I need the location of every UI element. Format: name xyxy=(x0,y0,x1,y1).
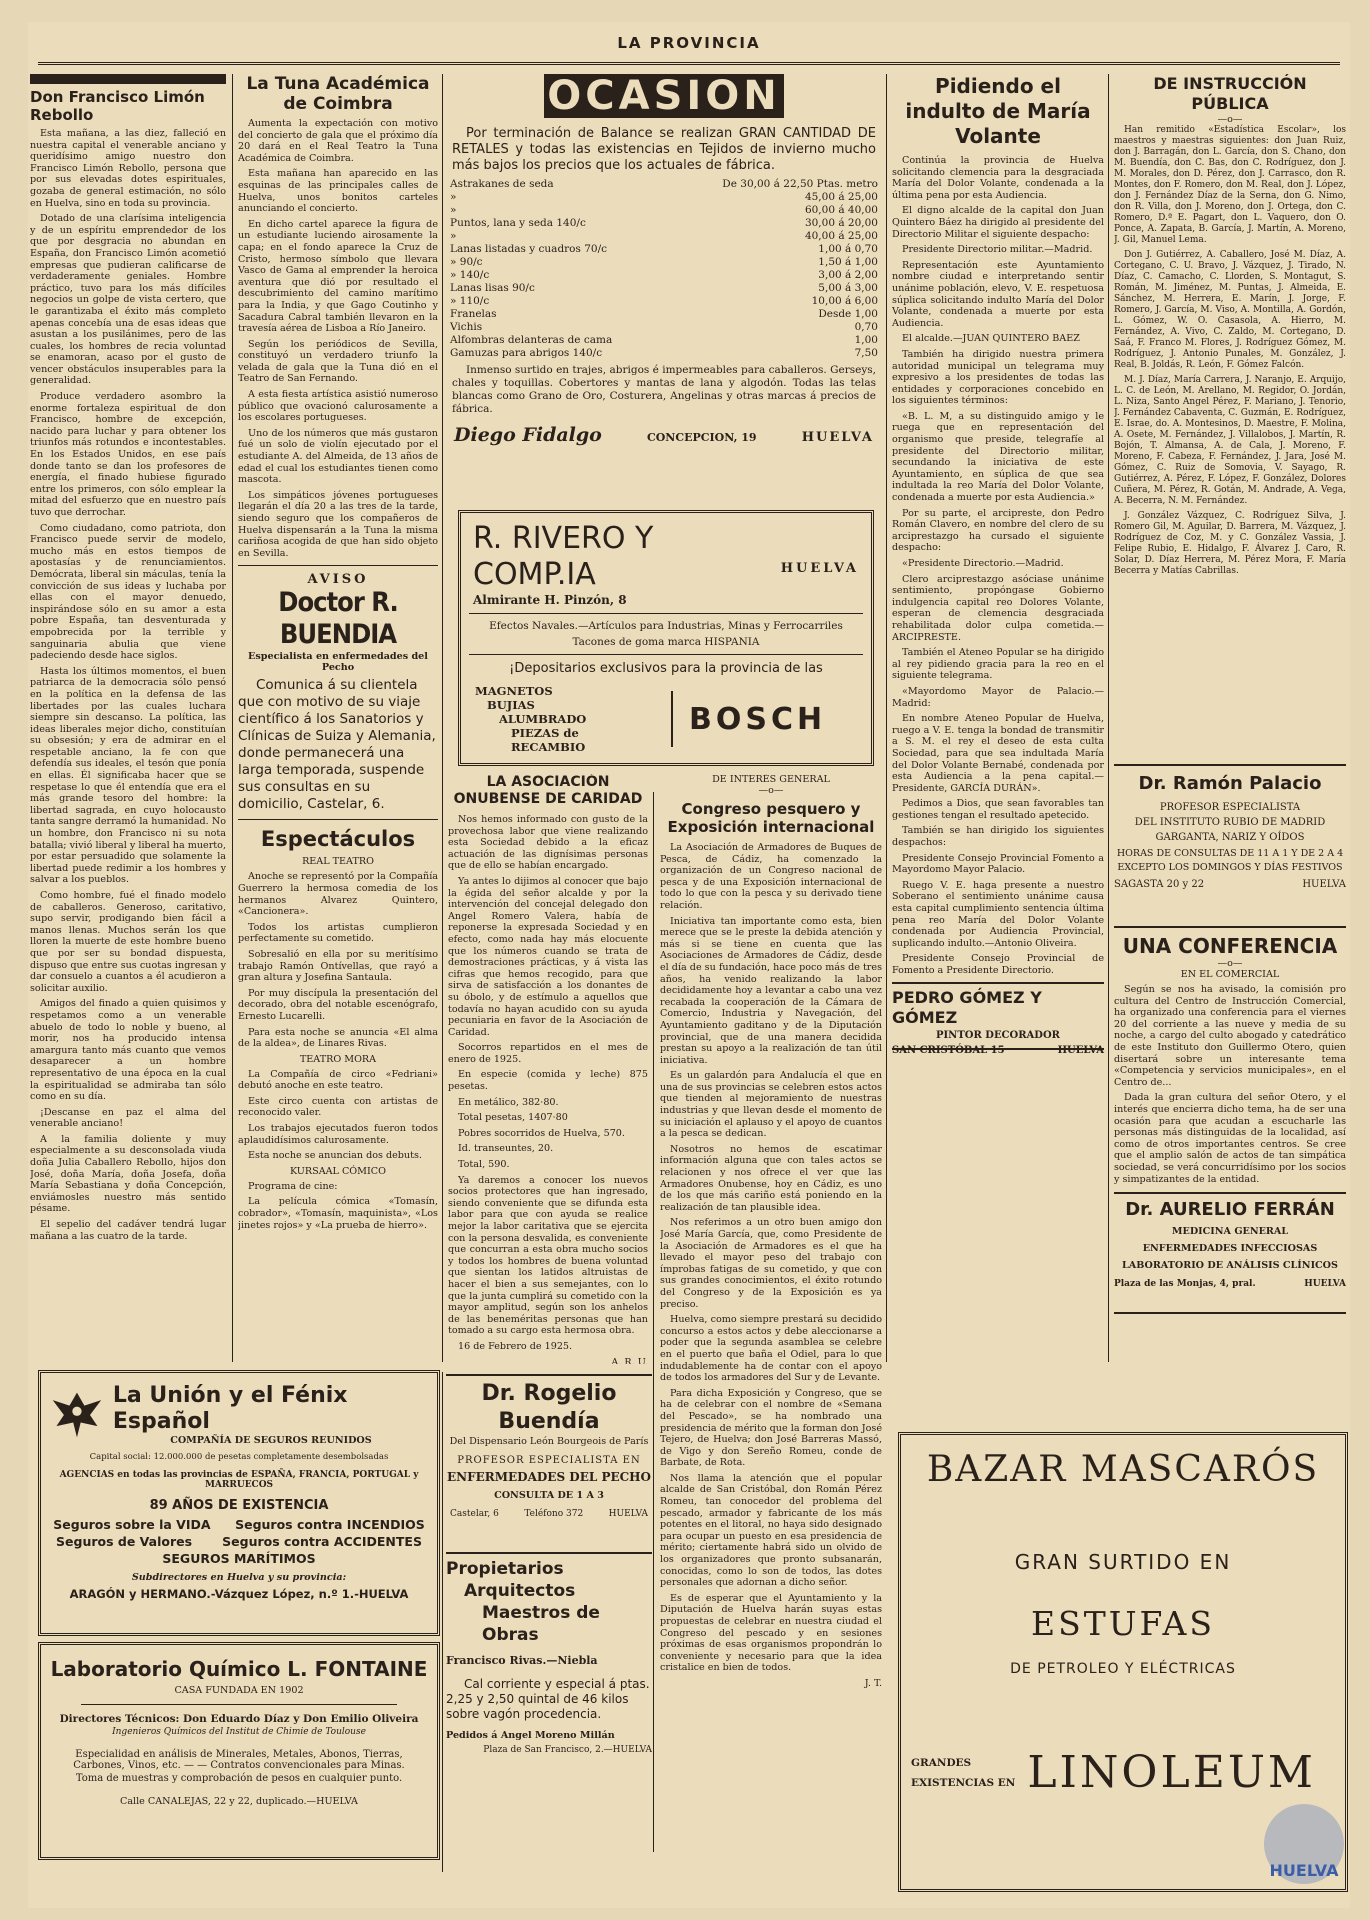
teatro-mora-label: TEATRO MORA xyxy=(299,1053,377,1065)
price-row xyxy=(448,334,880,347)
paragraph: Nosotros no hemos de escatimar información alguna que con tales actos se relacionen y nos ofrece el ver que las Armadores Onubense, hoy en Cádiz, es uno de los que más cariño está poniendo en la realización de tan plausible idea. xyxy=(660,1143,882,1213)
union-agencias: AGENCIAS en todas las provincias de ESPAÑA, FRANCIA, PORTUGAL y MARRUECOS xyxy=(59,1470,419,1490)
fontaine-engineers: Ingenieros Químicos del Institut de Chimie de Toulouse xyxy=(112,1727,366,1737)
tuna-body xyxy=(238,118,438,559)
bazar-line1: GRAN SURTIDO EN xyxy=(1014,1550,1232,1574)
teatro-mora-body xyxy=(238,1069,438,1162)
ferran-name: Dr. AURELIO FERRÁN xyxy=(1125,1199,1335,1220)
fontaine-spec1: Especialidad en análisis de Minerales, Metales, Abonos, Tierras, Carbones, Vinos, etc. — — Contratos convencionales para Minas. xyxy=(73,1749,405,1771)
price-item: » xyxy=(450,230,457,242)
paragraph: Presidente Consejo Provincial de Fomento a Presidente Directorio. xyxy=(892,953,1104,974)
price-value: 1,50 á 1,00 xyxy=(818,256,878,268)
ocasion-address: CONCEPCION, 19 xyxy=(646,431,757,444)
paragraph: Programa de cine: xyxy=(248,1180,338,1192)
price-row xyxy=(448,256,880,269)
paragraph: Don J. Gutiérrez, A. Caballero, José M. Díaz, A. Cortegano, C. U. Bravo, J. Vázquez, J. Tirado, N. Díaz, C. Camacho, C. Llorden, S. Montagut, S. Román, M. Jiménez, M. Puntas, J. Almeida, E. Sánchez, M. Herrera, E. Marín, J. Jorge, F. Romero, J. García, M. Viso, A. Montilla, A. Gordón, L. Gómez, W. O. Casasola, A. Hierro, M. Fernández, A. Vivo, C. Zaldo, M. Cortegano, D. Saá, F. Franco M. Flores, J. Rodríguez Gómez, M. Rodríguez, J. Antonio Punales, M. González, J. Real, B. Joldás, R. León, F. Gómez Falcón. xyxy=(1114,250,1346,370)
paragraph: Presidente Consejo Provincial Fomento a Mayordomo Mayor Palacio. xyxy=(892,852,1104,876)
asociacion-title: LA ASOCIACIÓN ONUBENSE DE CARIDAD xyxy=(453,774,643,807)
column-two xyxy=(238,74,438,1354)
price-value: 3,00 á 2,00 xyxy=(818,269,878,281)
paragraph: Continúa la provincia de Huelva solicitando clemencia para la desgraciada María del Dolor Volante, condenada a la última pena por esta Audiencia. xyxy=(892,155,1104,201)
union-sub: COMPAÑÍA DE SEGUROS REUNIDOS xyxy=(170,1435,372,1446)
article-instruccion: DE INSTRUCCIÓN PÚBLICA —o— Han remitido «Estadística Escolar», los maestros y maestras siguientes: don Juan Ruiz, don J. Barragán, don L. García, don S. Chano, don M. Buendía, don C. Bas, don C. Rodríguez, don J. M. Morales, don D. Pérez, don J. Carrasco, don R. Montes, don F. Romero, don M. Real, don J. López, don J. Fernández Díaz de la Serna, don G. Nimo, don R. Villa, don J. Moreno, don J. Ortega, don C. Romero, D.ª E. Pagart, don L. Vaquero, don O. Ponce, A. Zapata, B. García, J. Martín, A. Moreno, J. Gil, Manuel Lema. Don J. Gutiérrez, A. Caballero, José M. Díaz, A. Cortegano, C. U. Bravo, J. Vázquez, J. Tirado, N. Díaz, C. Camacho, C. Llorden, S. Montagut, S. Román, M. Jiménez, M. Puntas, J. Almeida, E. Sánchez, M. Herrera, E. Marín, J. Jorge, F. Romero, J. García, M. Viso, A. Montilla, A. Gordón, L. Gómez, W. O. Casasola, A. Hierro, M. Fernández, A. Vivo, C. Zaldo, M. Cortegano, D. Saá, F. Franco M. Flores, J. Rodríguez Gómez, M. Rodríguez, J. Antonio Punales, M. González, J. Real, B. Joldás, R. León, F. Gómez Falcón. M. J. Díaz, María Carrera, J. Naranjo, E. Arquijo, L. C. de León, M. Arellano, M. Regidor, O. Jordán, L. Niza, Santo Angel Pérez, F. Mariano, J. Tenorio, J. Fernández Cabaventa, C. Guzmán, E. Rodríguez, E. Israe, do. A. Montesinos, D. Maestre, F. Molina, A. Osete, M. Fernández, J. Villalobos, J. Martín, R. Bojón, T. Almansa, A. de Cala, J. Moreno, F. Moreno, F. Cabeza, F. Fernández, J. Jara, José M. Gómez, C. Ruiz de Somovia, V. Sayago, R. Gutiérrez, A. Pérez, F. López, F. González, Dolores Cuñera, M. Pérez, R. Gotán, M. Andrade, A. Vega, A. Becerra, N. M. Fernández. J. González Vázquez, C. Rodríguez Silva, J. Romero Gil, M. Aguilar, D. Barrera, M. Vázquez, J. Rodríguez de Coz, M. y C. González Vassia, J. Felipe Rubio, E. Hidalgo, F. Álvarez J. Caro, R. Solar, D. Díaz Herrera, M. Pérez Mora, F. María Becerra y Matías Cabrillas. xyxy=(1114,74,1346,576)
paragraph: En metálico, 382·80. xyxy=(458,1096,559,1108)
instruccion-body xyxy=(1114,125,1346,577)
rogelio-role: PROFESOR ESPECIALISTA EN xyxy=(457,1455,641,1466)
paragraph: También se han dirigido los siguientes despachos: xyxy=(892,825,1104,849)
paragraph: Hasta los últimos momentos, el buen patriarca de la democracia sólo pensó en la política en la defensa de las libertades por las cuales luchara siempre sin descanso. La política, las ideas liberales mejor dicho, constituían su obsesión; y era de admirar en el respetable anciano, la fe con que defendía sus ideales, el tesón que ponía en ellas. Él significaba hacer que se respetase lo que él entendía que era el más grande tesoro del hombre: la libertad sagrada, en cuyo holocausto tanta sangre derramó la humanidad. No un hombre, don Francisco ni su nota batalla; vivió liberal y liberal ha muerto, por estar persuadido que solamente la libertad puede redimir a los hombres y salvar a los pueblos. xyxy=(30,665,226,886)
propietarios-line: Arquitectos xyxy=(464,1581,576,1601)
price-value: 5,00 á 3,00 xyxy=(818,282,878,294)
paragraph: Esta noche se anuncian dos debuts. xyxy=(248,1150,422,1162)
column-rule xyxy=(886,74,887,1362)
paragraph: Ruego V. E. haga presente a nuestro Soberano el sentimiento unánime causa esta capital cumplimiento sentencia última pena reo María del Dolor Volante condenada por Audiencia Provincial, suplicando indulto.—Antonio Oliveira. xyxy=(892,879,1104,949)
price-item: Lanas listadas y cuadros 70/c xyxy=(450,243,608,255)
paragraph: Ya antes lo dijimos al conocer que bajo la égida del señor alcalde y por la intervención del concejal delegado don Angel Romero Valera, había de reponerse la expresada Sociedad y en efecto, como nada hay más elocuente que los números cuando se trata de demostraciones prácticas, y á vista las cifras que hemos recogido, para que sirva de satisfacción a los donantes de su óbolo, y de estímulo a aquellos que todavía no hayan acudido con su ayuda pecuniaria en favor de la Asociación de Caridad. xyxy=(448,875,648,1038)
instruccion-title: DE INSTRUCCIÓN PÚBLICA xyxy=(1153,74,1307,113)
fontaine-spec2: Toma de muestras y comprobación de pesos en cualquier punto. xyxy=(75,1773,403,1784)
price-row xyxy=(448,230,880,243)
palacio-institute: DEL INSTITUTO RUBIO DE MADRID xyxy=(1134,817,1326,828)
rogelio-address: Castelar, 6 xyxy=(450,1509,499,1519)
congreso-sign: J. T. xyxy=(864,1677,882,1689)
price-value: 45,00 á 25,00 xyxy=(804,191,878,203)
paragraph: Dotado de una clarísima inteligencia y de un espíritu emprendedor de los que por desgracia no abundan en España, don Francisco Limón acometió empresas que pudieran calificarse de verdaderamente geniales. Hombre práctico, tuvo para los más difíciles negocios un golpe de vista certero, que le garantizaba el éxito más completo apenas concebía una de esas ideas que asustan a los pusilánimes, pero de las cuales, los hombres de recia voluntad se enamoran, acaso por el gusto de vencer obstáculos insuperables para la generalidad. xyxy=(30,213,226,387)
union-accidentes: Seguros contra ACCIDENTES xyxy=(222,1534,422,1549)
paragraph: El digno alcalde de la capital don Juan Quintero Báez ha dirigido al presidente del Directorio Militar el siguiente despacho: xyxy=(892,205,1104,240)
real-teatro-label: REAL TEATRO xyxy=(302,856,374,868)
paragraph: Este circo cuenta con artistas de reconocido valer. xyxy=(238,1095,438,1119)
propietarios-ad xyxy=(446,1558,652,1858)
doctor-specialty: Especialista en enfermedades del Pecho xyxy=(248,651,428,674)
union-years: 89 AÑOS DE EXISTENCIA xyxy=(149,1498,329,1513)
rogelio-hours: CONSULTA DE 1 A 3 xyxy=(494,1490,604,1501)
paragraph: La Asociación de Armadores de Buques de Pesca, de Cádiz, ha comenzado la organización de un Congreso nacional de pesca y de una Exposición internacional de todo lo que con la pesca y su derivado tiene relación. xyxy=(660,842,882,911)
price-item: » 140/c xyxy=(450,269,490,281)
paragraph: Total, 590. xyxy=(458,1159,510,1171)
paragraph: ¡Descanse en paz el alma del venerable anciano! xyxy=(30,1106,226,1130)
rivero-items xyxy=(475,684,655,754)
rivero-item: PIEZAS de RECAMBIO xyxy=(511,726,586,754)
propietarios-line: Maestros de Obras xyxy=(482,1603,600,1645)
paragraph: Iniciativa tan importante como esta, bien merece que se le preste la debida atención y más si se tiene en cuenta que las Asociaciones de Armadores de Cádiz, desde el día de su fundación, hace poco más de tres años, ha venido realizando la labor decididamente hoy a levantar a cabo una vez recabada la cooperación de la Cámara de Comercio, Industria y Navegación, del Ayuntamiento gaditano y de la Diputación provincial, que de una manera decidida prestan su apoyo a la realización de tan útil iniciativa. xyxy=(660,915,882,1066)
paragraph: En dicho cartel aparece la figura de un estudiante luciendo airosamente la capa; en el fondo aparece la Cruz de Cristo, hermoso símbolo que llevara Vasco de Gama al emprender la heroica aventura que dió por resultado el descubrimiento del camino marítimo para la India, y que Gago Coutinho y Sacadura Cabral también llevaron en la travesía aérea de Lisboa a Río Janeiro. xyxy=(238,218,438,335)
paragraph: «B. L. M, a su distinguido amigo y le ruega que en representación del organismo que preside, telegrafíe al presidente del Directorio militar, secundando la iniciativa de este Ayuntamiento, en súplica de que sea indultada la reo María del Dolor Volante, condenada a muerte por esta Audiencia.» xyxy=(892,410,1104,504)
rivero-city: HUELVA xyxy=(780,561,859,576)
congreso-title: Congreso pesquero y Exposición internacional xyxy=(667,800,875,836)
paragraph: Los simpáticos jóvenes portugueses llegarán el día 20 a las tres de la tarde, siendo seguro que los compañeros de Huelva dispensarán a la Tuna la misma cariñosa acogida de que han sido objeto en Sevilla. xyxy=(238,489,438,559)
price-row xyxy=(448,282,880,295)
paragraph: También el Ateneo Popular se ha dirigido al rey pidiendo gracia para la reo en el siguiente telegrama. xyxy=(892,647,1104,682)
article-body xyxy=(30,128,226,1242)
phoenix-icon xyxy=(49,1387,105,1443)
price-value: 60,00 á 40,00 xyxy=(804,204,878,216)
paragraph: La Compañía de circo «Fedriani» debutó anoche en este teatro. xyxy=(238,1068,438,1092)
column-rule xyxy=(653,792,654,1852)
price-row xyxy=(448,308,880,321)
paragraph: Por muy discípula la presentación del decorado, obra del notable escenógrafo, Ernesto Lucarelli. xyxy=(238,987,438,1022)
tuna-title: La Tuna Académica de Coimbra xyxy=(246,74,430,114)
fontaine-directors: Directores Técnicos: Don Eduardo Díaz y Don Emilio Oliveira xyxy=(59,1713,419,1725)
union-maritimos: SEGUROS MARÍTIMOS xyxy=(162,1551,316,1566)
union-subdir: Subdirectores en Huelva y su provincia: xyxy=(131,1572,347,1583)
column-rule xyxy=(1108,74,1109,1362)
rivero-item: BUJIAS xyxy=(487,698,535,712)
rogelio-ad xyxy=(446,1374,652,1554)
masthead: LA PROVINCIA xyxy=(38,34,1340,65)
union-valores: Seguros de Valores xyxy=(56,1534,193,1549)
propietarios-line: Propietarios xyxy=(446,1559,564,1579)
paragraph: Como hombre, fué el finado modelo de caballeros. Generoso, caritativo, supo servir, prodigando bien fácil a manos llenas. Muchos serán los que lloren la muerte de este hombre bueno que por ser su bondad dispuesta, dispuso que entre sus cuotas ingresan y dar consuelo a cuantos a él acudieron a solicitar auxilio. xyxy=(30,890,226,994)
price-row xyxy=(448,217,880,230)
ocasion-title: OCASION xyxy=(544,74,784,118)
ferran-l1: MEDICINA GENERAL xyxy=(1171,1226,1289,1237)
column-rule xyxy=(442,1372,443,1872)
union-fenix-ad xyxy=(38,1370,440,1636)
paragraph: Huelva, como siempre prestará su decidido concurso a estos actos y debe aleccionarse a poder que la segunda asamblea se celebre en el puerto que baña el Odiel, para lo que indudablemente ha de contar con el apoyo de todos los armadores del Sur y de Levante. xyxy=(660,1314,882,1384)
rivero-item: ALUMBRADO xyxy=(499,712,587,726)
paragraph: Nos hemos informado con gusto de la provechosa labor que viene realizando esta Sociedad debido a la eficaz actuación de las dignísimas personas que de ello se habían encargado. xyxy=(448,814,648,872)
rogelio-city: HUELVA xyxy=(608,1509,648,1519)
price-value: 30,00 á 20,00 xyxy=(804,217,878,229)
price-value: 7,50 xyxy=(854,347,878,359)
paragraph: El sepelio del cadáver tendrá lugar mañana a las cuatro de la tarde. xyxy=(30,1219,226,1242)
rogelio-phone: Teléfono 372 xyxy=(524,1509,584,1519)
column-rule xyxy=(442,74,443,1362)
paragraph: «Mayordomo Mayor de Palacio.—Madrid: xyxy=(892,685,1104,709)
library-stamp xyxy=(1264,1804,1344,1884)
propietarios-text: Cal corriente y especial á ptas. 2,25 y 2,50 quintal de 46 kilos sobre vagón procedencia. xyxy=(446,1677,650,1721)
article-title: Don Francisco Limón Rebollo xyxy=(30,88,205,124)
cinema-body xyxy=(238,1181,438,1231)
ocasion-intro: Por terminación de Balance se realizan GRAN CANTIDAD DE RETALES y todas las existencias en Tejidos de invierno mucho más bajos los precios que los actuales de fábrica. xyxy=(452,126,876,173)
paragraph: Para dicha Exposición y Congreso, que se ha de celebrar con el nombre de «Semana del Pescado», se ha nombrado una presidencia de mérito que la forman don José Tejero, de Huelva; don José Barreras Massó, de Vigo y don Sereño Romeu, conde de Barbate, de Rota. xyxy=(660,1387,882,1469)
cinema-label: KURSAAL CÓMICO xyxy=(289,1165,386,1177)
paragraph: La película cómica «Tomasín, cobrador», «Tomasín, maquinista», «Los jinetes rojos» y «La prueba de hierro». xyxy=(238,1196,438,1231)
price-row xyxy=(448,243,880,256)
paragraph: También ha dirigido nuestra primera autoridad municipal un telegrama muy expresivo a los presidentes de todas las entidades y corporaciones concebido en los siguientes términos: xyxy=(892,348,1104,407)
article-conferencia: UNA CONFERENCIA —o— EN EL COMERCIAL Según se nos ha avisado, la comisión pro cultura del Centro de Instrucción Comercial, ha organizado una conferencia para el viernes 20 del corriente a las nueve y media de su noche, a cargo del culto abogado y catedrático de este Instituto don Guillermo Otero, quien disertará sobre un interesante tema «Competencia y servicios municipales», en el Centro de... Dada la gran cultura del señor Otero, y el interés que encierra dicho tema, ha de ser una ocasión para que acudan a escucharle las personas más distinguidas de la localidad, así como de otros importantes centros. Se cree que el amplio salón de actos de tan simpática sociedad, se verá concurridísimo por los socios y simpatizantes de la entidad. xyxy=(1114,934,1346,1184)
paragraph: J. González Vázquez, C. Rodríguez Silva, J. Romero Gil, M. Aguilar, D. Barrera, M. Vázquez, J. Rodríguez de Coz, M. y C. González Vassia, J. Felipe Rubio, E. Hidalgo, F. Álvarez J. Caro, R. Solar, D. Díaz Herrera, M. Pérez Mora, F. María Becerra y Matías Cabrillas. xyxy=(1114,511,1346,576)
price-value: Desde 1,00 xyxy=(818,308,878,320)
rivero-line2: Tacones de goma marca HISPANIA xyxy=(572,636,760,648)
congreso-kicker: DE INTERÉS GENERAL xyxy=(712,774,830,785)
paragraph: Pobres socorridos de Huelva, 570. xyxy=(458,1127,625,1139)
paragraph: Presidente Directorio militar.—Madrid. xyxy=(902,244,1093,256)
price-item: Alfombras delanteras de cama xyxy=(450,334,613,346)
paragraph: Amigos del finado a quien quisimos y respetamos como a un venerable abuelo de todo lo noble y bueno, al morir, nos ha producido intensa amargura tanto más cuanto que vemos desaparecer a un hombre representativo de una época en la cual la espiritualidad se admiraba tan sólo como en su día. xyxy=(30,998,226,1103)
union-title: La Unión y el Fénix Español xyxy=(112,1383,348,1434)
propietarios-seller: Francisco Rivas.—Niebla xyxy=(446,1654,598,1667)
rivero-address: Almirante H. Pinzón, 8 xyxy=(473,593,627,607)
price-item: Lanas lisas 90/c xyxy=(450,282,535,294)
paragraph: Ya daremos a conocer los nuevos socios protectores que han ingresado, siendo conveniente que se difunda esta labor para que con ayuda se realice mejor la labor caritativa que se ejercita con la persona desvalida, es conveniente que concurran a esta obra mucho socios y todos los hombres de buena voluntad que sientan los latidos altruistas de hacer el bien a sus semejantes, con lo que la junta cumplirá su cometido con la mayor amplitud, según son los anhelos de las beneméritas personas que han tomado a su cargo esta hermosa obra. xyxy=(448,1174,648,1337)
article-indulto xyxy=(892,74,1104,974)
divider xyxy=(238,819,438,820)
paragraph: Según los periódicos de Sevilla, constituyó un verdadero triunfo la velada de gala que la Tuna dió en el Teatro de San Fernando. xyxy=(238,338,438,385)
paragraph: Esta mañana, a las diez, falleció en nuestra capital el venerable anciano y queridísimo amigo nuestro don Francisco Limón Rebollo, persona que por sus elevadas dotes espirituales, gozaba de general estimación, no sólo en Huelva, sino en toda su provincia. xyxy=(30,128,226,209)
paragraph: A esta fiesta artística asistió numeroso público que ovacionó calurosamente a los escolares portugueses. xyxy=(238,389,438,424)
price-item: Puntos, lana y seda 140/c xyxy=(450,217,586,229)
paragraph: Total pesetas, 1407·80 xyxy=(458,1112,568,1124)
rogelio-name: Dr. Rogelio Buendía xyxy=(481,1381,617,1434)
rivero-line3: ¡Depositarios exclusivos para la provincia de las xyxy=(509,661,823,676)
ferran-address: Plaza de las Monjas, 4, pral. xyxy=(1114,1279,1256,1289)
paragraph: Han remitido «Estadística Escolar», los maestros y maestras siguientes: don Juan Ruiz, don J. Barragán, don L. García, don S. Chano, don M. Buendía, don C. Bas, don C. Rodríguez, don J. M. Morales, don D. Pérez, don J. Carrasco, don R. Montes, don F. Romero, don M. Real, don J. López, don J. Fernández Díaz de la Serna, don G. Nimo, don R. Villa, don J. Moreno, don J. Ortega, don C. Romero, D.ª E. Pagart, don L. Vaquero, don O. Ponce, A. Zapata, B. García, J. Martín, A. Moreno, J. Gil, Manuel Lema. xyxy=(1114,125,1346,245)
union-capital: Capital social: 12.000.000 de pesetas completamente desembolsadas xyxy=(89,1452,389,1462)
aviso-label: AVISO xyxy=(307,572,369,588)
rivero-line1: Efectos Navales.—Artículos para Industrias, Minas y Ferrocarriles xyxy=(489,620,843,632)
paragraph: Nos llama la atención que el popular alcalde de San Cristóbal, don Román Pérez Romeu, tan conocedor del problema del pescado, armador y fabricante de los más potentes en el litoral, no haya sido designado para ocupar un puesto en esa presidencia de mérito; ciertamente habrá sido un olvido de los organizadores que pronto subsanarán, conocidas, como lo son de todos, las dotes personales que adornan a dicho señor. xyxy=(660,1472,882,1589)
paragraph: Produce verdadero asombro la enorme fortaleza espiritual de don Francisco, hombre de excepción, nacido para luchar y para obtener los triunfos más rotundos e incontestables. En los Estados Unidos, en ese país donde tanto se dan los profesores de energía, el finado hubiese figurado entre los primeros, con sólo emplear la mitad del esfuerzo que en nuestro país tuvo que derrochar. xyxy=(30,391,226,518)
bazar-title: BAZAR MASCARÓS xyxy=(926,1449,1320,1490)
ocasion-signature: Diego Fidalgo xyxy=(454,424,602,446)
rivero-name: R. RIVERO Y COMP.IA xyxy=(473,521,654,592)
article-asociacion xyxy=(448,774,648,1364)
paragraph: Es un galardón para Andalucía el que en una de sus provincias se celebren estos actos que tienden al mejoramiento de nuestras industrias y que llevan desde el momento de su iniciación el aplauso y el apoyo de cuantos a la pesca se dedican. xyxy=(660,1070,882,1140)
price-value: 1,00 á 0,70 xyxy=(818,243,878,255)
paragraph: Todos los artistas cumplieron perfectamente su cometido. xyxy=(238,921,438,945)
paragraph: «Presidente Directorio.—Madrid. xyxy=(902,558,1064,569)
ferran-l3: LABORATORIO DE ANÁLISIS CLÍNICOS xyxy=(1122,1260,1338,1271)
price-item: Gamuzas para abrigos 140/c xyxy=(450,347,603,359)
rogelio-specialty: ENFERMEDADES DEL PECHO xyxy=(447,1470,651,1484)
price-value: 0,70 xyxy=(854,321,878,333)
bazar-existencias: EXISTENCIAS EN xyxy=(911,1776,1016,1789)
paragraph: Dada la gran cultura del señor Otero, y el interés que encierra dicho tema, ha de ser una ocasión para que acudan a escucharle las personas más distinguidas de la localidad, así como de otros importantes centros. Se cree que el amplio salón de actos de tan simpática sociedad, se verá concurridísimo por los socios y simpatizantes de la entidad. xyxy=(1114,1092,1346,1184)
paragraph: Pedimos a Dios, que sean favorables tan gestiones tengan el resultado apetecido. xyxy=(892,798,1104,821)
price-value: 1,00 xyxy=(854,334,878,346)
propietarios-heading xyxy=(446,1558,652,1646)
paragraph: Representación este Ayuntamiento nombre ciudad e interpretando sentir unánime población, elevo, V. E. respetuosa súplica solicitando indulto María del Dolor Volante, condenada a muerte por esta Audiencia. xyxy=(892,259,1104,329)
paragraph: Uno de los números que más gustaron fué un solo de violín ejecutado por el estudiante A. del Almeida, de 13 años de edad el cual los estudiantes tienen como mascota. xyxy=(238,427,438,486)
indulto-title: Pidiendo el indulto de María Volante xyxy=(905,74,1091,148)
title-bar xyxy=(30,74,226,84)
bazar-linoleum: LINOLEUM xyxy=(1027,1747,1316,1798)
paragraph: Como ciudadano, como patriota, don Francisco puede servir de modelo, mucho más en estos tiempos de apostasías y de renunciamientos. Demócrata, liberal sin máculas, tenía la convicción de sus ideas y luchaba por ellas con el mayor denuedo, inspirándose sólo en su amor a esta pobre España, tan desventurada y empobrecida por la terrible y sanguinaria abulia que viene padeciendo desde hace siglos. xyxy=(30,522,226,662)
pedro-name: PEDRO GÓMEZ Y GÓMEZ xyxy=(892,988,1042,1027)
propietarios-address: Plaza de San Francisco, 2.—HUELVA xyxy=(483,1745,652,1755)
price-item: Astrakanes de seda xyxy=(450,178,554,190)
union-vida: Seguros sobre la VIDA xyxy=(53,1517,211,1532)
price-value: 40,00 á 25,00 xyxy=(804,230,878,242)
price-row xyxy=(448,191,880,204)
newspaper-page xyxy=(28,22,1350,1908)
ocasion-city: HUELVA xyxy=(801,430,874,445)
pedro-role: PINTOR DECORADOR xyxy=(935,1030,1060,1041)
ocasion-ad xyxy=(448,74,880,494)
bazar-line2: ESTUFAS xyxy=(1031,1604,1215,1643)
espectaculos-title: Espectáculos xyxy=(260,827,416,852)
paragraph: 16 de Febrero de 1925. xyxy=(458,1340,573,1352)
rogelio-sub: Del Dispensario León Bourgeois de París xyxy=(449,1436,649,1447)
price-item: » xyxy=(450,204,457,216)
union-incendios: Seguros contra INCENDIOS xyxy=(235,1517,425,1532)
paragraph: En nombre Ateneo Popular de Huelva, ruego a V. E. tenga la bondad de transmitir a S. M. el rey el deseo de esta culta Sociedad, para que sea indultada María del Dolor Volante Bernabé, condenada por esta Audiencia a la pena capital.—Presidente, GARCÍA DURÁN». xyxy=(892,713,1104,794)
price-value: 10,00 á 6,00 xyxy=(811,295,878,307)
palacio-hours: HORAS DE CONSULTAS DE 11 A 1 Y DE 2 A 4 EXCEPTO LOS DOMINGOS Y DÍAS FESTIVOS xyxy=(1116,848,1344,873)
price-row xyxy=(448,178,880,191)
price-item: » 90/c xyxy=(450,256,483,268)
propietarios-orders: Pedidos á Angel Moreno Millán xyxy=(446,1730,615,1741)
ocasion-outro: Inmenso surtido en trajes, abrigos é impermeables para caballeros. Gerseys, chales y toquillas. Cobertores y mantas de lana y algodón. Todas las telas blancas como Grano de Oro, Costurera, Angelinas y otras marcas á precios de fábrica. xyxy=(452,364,876,415)
paragraph: Según se nos ha avisado, la comisión pro cultura del Centro de Instrucción Comercial, ha organizado una conferencia para el viernes 20 del corriente a las nueve y media de su noche, a cargo del culto abogado y catedrático de este Instituto don Guillermo Otero, quien disertará sobre un interesante tema «Competencia y servicios municipales», en el Centro de... xyxy=(1114,984,1346,1088)
divider xyxy=(238,565,438,566)
paragraph: Para esta noche se anuncia «El alma de la aldea», de Linares Rivas. xyxy=(238,1026,438,1050)
bazar-line3: DE PETROLEO Y ELÉCTRICAS xyxy=(1010,1661,1236,1677)
paragraph: M. J. Díaz, María Carrera, J. Naranjo, E. Arquijo, L. C. de León, M. Arellano, M. Regidor, O. Jordán, L. Niza, Santo Angel Pérez, F. Mariano, J. Tenorio, J. Fernández Cabaventa, C. Guzmán, E. Rodríguez, E. Israe, do. A. Montesinos, D. Maestre, F. Molina, A. Osete, M. Fernández, J. Villalobos, J. Martín, R. Bojón, T. Almansa, A. de Cala, J. Moreno, F. Moreno, F. Cabeza, F. Fernández, J. Jara, José M. Gómez, C. Ruiz de Somovia, V. Sayago, R. Gutiérrez, A. Pérez, F. López, F. González, Dolores Cuñera, M. Pérez, R. Gotán, M. Andrade, A. Vega, A. Becerra, N. M. Fernández. xyxy=(1114,375,1346,506)
union-agent: ARAGÓN y HERMANO.-Vázquez López, n.º 1.-HUELVA xyxy=(69,1587,409,1601)
pedro-gomez-ad xyxy=(892,982,1104,1056)
price-item: » xyxy=(450,191,457,203)
price-item: Franelas xyxy=(450,308,497,320)
column-rule xyxy=(232,74,233,1362)
ferran-city: HUELVA xyxy=(1304,1279,1346,1289)
paragraph: Sobresalió en ella por su meritísimo trabajo Ramón Ontívellas, que rayó a gran altura y Josefina Santaula. xyxy=(238,948,438,984)
paragraph: Es de esperar que el Ayuntamiento y la Diputación de Huelva harán suyas estas propuestas de celebrar en nuestra ciudad el Congreso del pescado y en sesiones próximas de esas organismos propondrán lo conveniente y necesario para que la idea cristalice en bien de todos. xyxy=(660,1592,882,1674)
palacio-city: HUELVA xyxy=(1302,879,1346,890)
ocasion-price-table xyxy=(448,178,880,360)
real-teatro-body xyxy=(238,871,438,1049)
conferencia-kicker: EN EL COMERCIAL xyxy=(1180,969,1280,980)
price-item: Vichis xyxy=(450,321,483,333)
paragraph: El alcalde.—JUAN QUINTERO BAEZ xyxy=(902,333,1080,345)
fontaine-ad xyxy=(38,1642,440,1860)
paragraph: Anoche se representó por la Compañía Guerrero la hermosa comedia de los hermanos Alvarez Quintero, «Cancionera». xyxy=(238,871,438,918)
palacio-address: SAGASTA 20 y 22 xyxy=(1114,879,1205,890)
congreso-body xyxy=(660,842,882,1674)
paragraph: Aumenta la expectación con motivo del concierto de gala que el próximo día 20 dará en el Real Teatro la Tuna Académica de Coimbra. xyxy=(238,118,438,164)
pedro-city: HUELVA xyxy=(1057,1045,1104,1056)
price-row xyxy=(448,347,880,360)
asociacion-sign: A. R. U. xyxy=(611,1356,648,1364)
asociacion-body xyxy=(448,814,648,1353)
price-row xyxy=(448,321,880,334)
rivero-ad xyxy=(458,510,874,766)
stamp-text: HUELVA xyxy=(1269,1861,1339,1880)
bazar-grandes: GRANDES xyxy=(911,1756,972,1769)
paragraph: Socorros repartidos en el mes de enero de 1925. xyxy=(448,1042,648,1065)
palacio-ad xyxy=(1114,764,1346,928)
ferran-l2: ENFERMEDADES INFECCIOSAS xyxy=(1142,1243,1318,1254)
fontaine-title: Laboratorio Químico L. FONTAINE xyxy=(50,1657,428,1681)
bosch-logo: BOSCH xyxy=(689,701,827,737)
fontaine-address: Calle CANALEJAS, 22 y 22, duplicado.—HUELVA xyxy=(119,1796,358,1807)
paragraph: A la familia doliente y muy especialmente a su desconsolada viuda doña Julia Caballero Rebollo, hijos don José, doña María, doña Josefa, doña María Sebastiana y doña Concepción, enviámosles nuestro más sentido pésame. xyxy=(30,1133,226,1215)
paragraph: Clero arciprestazgo asóciase unánime sentimiento, propóngase Gobierno indulgencia capital reo Dolores Volante, esperan de clemencia desgraciada rehabilitada dolor culpa cometida.—ARCIPRESTE. xyxy=(892,573,1104,643)
price-row xyxy=(448,269,880,282)
paragraph: En especie (comida y leche) 875 pesetas. xyxy=(448,1069,648,1093)
price-row xyxy=(448,204,880,217)
doctor-notice: Comunica á su clientela que con motivo de su viaje científico á los Sanatorios y Clínicas de Suiza y Alemania, donde permanecerá una larga temporada, suspende sus consultas en su domicilio, Castelar, 6. xyxy=(238,677,436,813)
pedro-address: SAN CRISTÓBAL 15 xyxy=(892,1045,1005,1056)
doctor-name: Doctor R. BUENDIA xyxy=(278,587,398,651)
paragraph: Id. transeuntes, 20. xyxy=(458,1143,554,1155)
article-limon xyxy=(30,74,226,1354)
paragraph: Los trabajos ejecutados fueron todos aplaudidísimos calurosamente. xyxy=(238,1123,438,1146)
conferencia-body xyxy=(1114,984,1346,1184)
price-row xyxy=(448,295,880,308)
palacio-role: PROFESOR ESPECIALISTA xyxy=(1159,802,1301,813)
price-item: » 110/c xyxy=(450,295,490,307)
palacio-name: Dr. Ramón Palacio xyxy=(1138,773,1322,794)
article-congreso: DE INTERÉS GENERAL —o— Congreso pesquero y Exposición internacional La Asociación de Armadores de Buques de Pesca, de Cádiz, ha comenzado la organización de un Congreso nacional de pesca y de una Exposición internacional de todo lo que con la pesca y su derivado tiene relación. Iniciativa tan importante como esta, bien merece que se le preste la debida atención y más si se tiene en cuenta que las Asociaciones de Armadores de Cádiz, desde el día de su fundación, hace poco más de tres años, ha venido realizando la labor decididamente hoy a levantar a cabo una vez recabada la cooperación de la Cámara de Comercio, Industria y Navegación, del Ayuntamiento gaditano y de la Diputación provincial, que de una manera decidida prestan su apoyo a la realización de tan útil iniciativa. Es un galardón para Andalucía el que en una de sus provincias se celebren estos actos que tienden al mejoramiento de nuestras industrias y que llevan desde el momento de su iniciación el aplauso y el apoyo de cuantos a la pesca se dedican. Nosotros no hemos de escatimar información alguna que con tales actos se relacionen y nos ofrece el ver que las Armadores Onubense, hoy en Cádiz, es uno de los que más cariño está poniendo en la realización de tan plausible idea. Nos referimos a un otro buen amigo don José María García, que, como Presidente de la Asociación de Armadores es el que ha llevado el mayor peso del trabajo con ímprobas fatigas de su cometido, y que con sus grandes conocimientos, el éxito rotundo del Congreso y de la Exposición es ya preciso. Huelva, como siempre prestará su decidido concurso a estos actos y debe aleccionarse a poder que la segunda asamblea se celebre en el puerto que baña el Odiel, para lo que indudablemente ha de contar con el apoyo de todos los armadores del Sur y de Levante. Para dicha Exposición y Congreso, que se ha de celebrar con el nombre de «Semana del Pescado», se ha nombrado una presidencia de mérito que la forman don José Tejero, de Huelva; don José Barreras Massó, de Vigo y don Sereño Romeu, conde de Barbate, de Rota. Nos llama la atención que el popular alcalde de San Cristóbal, don Román Pérez Romeu, tan conocedor del problema del pescado, armador y fabricante de los más potentes en el litoral, no haya sido designado para ocupar un puesto en esa presidencia de mérito; ciertamente habrá sido un olvido de los organizadores que pronto subsanarán, conocidas, como lo son de todos, las dotes personales que adornan a dicho señor. Es de esperar que el Ayuntamiento y la Diputación de Huelva harán suyas estas propuestas de celebrar en nuestra ciudad el Congreso del pescado y en sesiones próximas de esas organismos propondrán lo conveniente y necesario para que la idea cristalice en bien de todos. J. T. xyxy=(660,774,882,1689)
paragraph: Por su parte, el arcipreste, don Pedro Román Clavero, en nombre del clero de su arciprestazgo ha cursado el siguiente despacho: xyxy=(892,507,1104,554)
rivero-item: MAGNETOS xyxy=(475,684,553,698)
paragraph: Esta mañana han aparecido en las esquinas de las principales calles de Huelva, unos bonitos carteles anunciando el concierto. xyxy=(238,168,438,215)
indulto-body xyxy=(892,155,1104,974)
ferran-ad xyxy=(1114,1192,1346,1314)
conferencia-title: UNA CONFERENCIA xyxy=(1122,934,1338,958)
palacio-specialty: GARGANTA, NARIZ Y OÍDOS xyxy=(1155,832,1305,843)
fontaine-founded: CASA FUNDADA EN 1902 xyxy=(174,1685,304,1696)
price-value: De 30,00 á 22,50 Ptas. metro xyxy=(722,178,878,190)
paragraph: Nos referimos a un otro buen amigo don José María García, que, como Presidente de la Asociación de Armadores es el que ha llevado el mayor peso del trabajo con ímprobas fatigas de su cometido, y que con sus grandes conocimientos, el éxito rotundo del Congreso y de la Exposición es ya preciso. xyxy=(660,1217,882,1310)
